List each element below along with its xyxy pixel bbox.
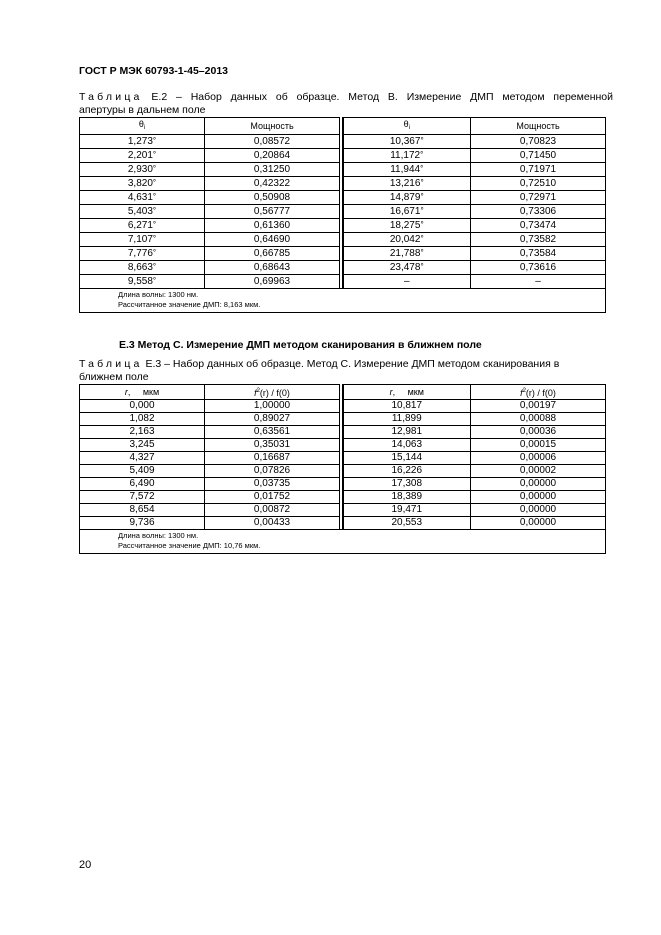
table2-cell <box>205 191 340 205</box>
table2-cell <box>471 191 606 205</box>
table2-cell <box>80 275 205 289</box>
table2-cell <box>205 261 340 275</box>
table3-cell <box>471 465 606 478</box>
degree-sign: ° <box>152 150 157 159</box>
table3-cell-value: 0,00000 <box>519 504 557 515</box>
r-symbol: r <box>389 387 393 397</box>
table2-row <box>80 233 606 247</box>
table2 <box>79 117 606 313</box>
f-superscript: 2 <box>522 388 526 394</box>
table3-cell-value: 6,490 <box>129 478 155 489</box>
degree-sign: ° <box>420 220 424 229</box>
degree-sign: ° <box>420 150 424 159</box>
section-title: Е.3 Метод С. Измерение ДМП методом сканирования в ближнем поле <box>119 339 482 351</box>
table3-cell-value: 0,00002 <box>519 465 557 476</box>
table3-cell-value: 8,654 <box>129 504 155 515</box>
table3-cell-value: 0,00015 <box>519 439 557 450</box>
table3-cell-value: 12,981 <box>391 426 423 437</box>
table2-cell-value: 16,671 <box>389 206 421 217</box>
table2-cell-value: 0,73474 <box>519 219 557 231</box>
document-header: ГОСТ Р МЭК 60793-1-45–2013 <box>79 65 229 77</box>
table2-cell <box>205 247 340 261</box>
table3-cell-value: 0,00036 <box>519 426 557 437</box>
table2-cell <box>80 261 205 275</box>
degree-sign: ° <box>152 276 157 285</box>
table3-cell <box>80 504 205 517</box>
table2-cell <box>471 275 606 289</box>
table3-note-mfd: Рассчитанное значение ДМП: 10,76 мкм. <box>118 541 261 550</box>
table3-caption-word: Таблица <box>79 358 143 370</box>
table3-cell-value: 0,35031 <box>253 439 291 450</box>
table2-cell <box>205 219 340 233</box>
degree-sign: ° <box>152 262 157 271</box>
table3-cell <box>80 413 205 426</box>
table2-cell-value: 0,71971 <box>519 163 557 175</box>
degree-sign: ° <box>420 262 424 271</box>
table3-cell <box>471 452 606 465</box>
theta-subscript: i <box>408 125 410 131</box>
degree-sign: ° <box>420 136 424 145</box>
f-superscript: 2 <box>256 388 260 394</box>
table3-cell-value: 1,00000 <box>253 400 291 411</box>
table3-cell <box>471 517 606 530</box>
table3-cell <box>343 426 471 439</box>
table3-notes-row <box>80 530 606 554</box>
table2-cell-value: 11,172 <box>390 150 421 161</box>
table2-cell-value: 4,631 <box>127 192 153 203</box>
table2-col-theta-2 <box>343 118 471 135</box>
table2-cell-value: 0,66785 <box>253 247 291 259</box>
table2-cell <box>471 149 606 163</box>
table2-cell <box>205 149 340 163</box>
table3-row <box>80 400 606 413</box>
table2-cell <box>80 205 205 219</box>
table2-cell <box>80 177 205 191</box>
degree-sign: ° <box>420 178 424 187</box>
table2-cell-value: 0,70823 <box>519 135 557 147</box>
table2-cell-value: 0,64690 <box>253 233 291 245</box>
table2-cell-value: 9,558 <box>127 276 153 287</box>
table2-row <box>80 177 606 191</box>
table3-caption-line2: ближнем поле <box>79 371 149 383</box>
table3-cell <box>343 478 471 491</box>
table3-cell <box>205 478 340 491</box>
table3-cell-value: 10,817 <box>391 400 423 411</box>
table3-cell <box>471 439 606 452</box>
table2-cell-value: 14,879 <box>389 192 421 203</box>
table3-cell <box>205 439 340 452</box>
table3-header-row <box>80 385 606 400</box>
table2-cell <box>471 205 606 219</box>
table2-cell <box>80 247 205 261</box>
table3-cell <box>343 413 471 426</box>
table3-cell <box>343 452 471 465</box>
table2-row <box>80 163 606 177</box>
table3-cell <box>343 517 471 530</box>
table3-cell <box>343 465 471 478</box>
table2-cell-value: 21,788 <box>389 248 421 259</box>
table2-cell-value: 0,61360 <box>253 219 291 231</box>
table3-cell <box>343 491 471 504</box>
table3-row <box>80 439 606 452</box>
table3-cell-value: 2,163 <box>129 426 155 437</box>
table3-cell-value: 0,00872 <box>253 504 291 515</box>
degree-sign: ° <box>152 248 157 257</box>
table3-cell <box>80 478 205 491</box>
table2-header-row <box>80 118 606 135</box>
table2-row <box>80 275 606 289</box>
table3-cell-value: 0,63561 <box>253 426 291 437</box>
table3-cell-value: 11,899 <box>391 413 422 424</box>
table2-cell <box>471 233 606 247</box>
table2-row <box>80 149 606 163</box>
table2-cell <box>343 247 471 261</box>
table2-cell <box>205 233 340 247</box>
table2-cell-value: 10,367 <box>389 136 421 147</box>
table2-caption-line1 <box>79 91 613 104</box>
theta-symbol: θ <box>403 119 409 129</box>
table3-col-f-2 <box>471 385 606 400</box>
table3-cell-value: 0,16687 <box>253 452 291 463</box>
table3-cell <box>205 400 340 413</box>
table3-cell-value: 0,00433 <box>253 517 291 528</box>
table3-row <box>80 426 606 439</box>
table3-cell-value: 0,00088 <box>519 413 557 424</box>
table3-cell-value: 4,327 <box>129 452 155 463</box>
table3-cell <box>80 491 205 504</box>
table2-caption-word: Таблица <box>79 91 143 103</box>
table3-cell <box>80 452 205 465</box>
table3-cell <box>205 426 340 439</box>
table2-cell <box>205 275 340 289</box>
table3 <box>79 384 606 554</box>
table2-cell-value: 0,68643 <box>253 261 291 273</box>
table2-cell-value: 5,403 <box>127 206 153 217</box>
table2-cell <box>343 205 471 219</box>
table2-cell <box>343 149 471 163</box>
table3-cell-value: 15,144 <box>391 452 423 463</box>
table2-cell-value: 20,042 <box>389 234 421 245</box>
table3-cell <box>343 504 471 517</box>
table2-cell-value: – <box>535 275 541 287</box>
table3-cell-value: 18,389 <box>391 491 423 502</box>
table3-cell <box>471 478 606 491</box>
table2-cell-value: 8,663 <box>127 262 153 273</box>
table2-cell-value: 0,08572 <box>253 135 291 147</box>
table2-cell-value: 0,72971 <box>519 191 557 203</box>
degree-sign: ° <box>420 206 424 215</box>
table3-cell-value: 0,03735 <box>253 478 291 489</box>
table2-cell <box>80 135 205 149</box>
table3-caption <box>79 358 613 384</box>
table2-cell-value: 13,216 <box>389 178 421 189</box>
table2-row <box>80 261 606 275</box>
table2-cell-value: 0,20864 <box>253 149 291 161</box>
table2-cell <box>343 135 471 149</box>
table3-cell <box>471 413 606 426</box>
table3-cell <box>205 517 340 530</box>
table2-cell-value: 2,930 <box>127 164 153 175</box>
table3-cell <box>205 413 340 426</box>
table3-cell <box>471 426 606 439</box>
table2-cell-value: 7,107 <box>127 234 153 245</box>
table2-cell-value: 0,42322 <box>253 177 291 189</box>
table3-cell <box>80 400 205 413</box>
table3-cell-value: 20,553 <box>391 517 423 528</box>
table3-cell <box>80 426 205 439</box>
table3-caption-text: Е.3 – Набор данных об образце. Метод С. Измерение ДМП методом сканирования в <box>142 358 560 370</box>
table3-cell-value: 0,00197 <box>519 400 557 411</box>
table3-cell-value: 14,063 <box>391 439 423 450</box>
table3-row <box>80 504 606 517</box>
table3-cell <box>205 504 340 517</box>
table3-cell-value: 7,572 <box>129 491 155 502</box>
table3-cell <box>80 517 205 530</box>
table3-cell-value: 0,000 <box>129 400 155 411</box>
table2-cell <box>205 135 340 149</box>
table2-cell <box>205 205 340 219</box>
table2-cell-value: 0,71450 <box>519 149 557 161</box>
table3-col-r <box>80 385 205 400</box>
table2-cell <box>343 219 471 233</box>
table3-cell-value: 1,082 <box>129 413 155 424</box>
table2-cell <box>343 191 471 205</box>
degree-sign: ° <box>152 234 157 243</box>
table2-cell-value: 23,478 <box>389 262 421 273</box>
table3-cell-value: 0,00000 <box>519 478 557 489</box>
table3-cell-value: 0,00006 <box>519 452 557 463</box>
table2-cell-value: 1,273 <box>127 136 153 147</box>
table3-cell <box>471 504 606 517</box>
table3-cell <box>205 465 340 478</box>
r-symbol: r <box>124 387 128 397</box>
degree-sign: ° <box>420 234 424 243</box>
degree-sign: ° <box>152 192 157 201</box>
table3-col-r-2 <box>343 385 471 400</box>
table3-row <box>80 478 606 491</box>
degree-sign: ° <box>152 206 157 215</box>
table2-notes <box>80 289 606 313</box>
degree-sign: ° <box>420 248 424 257</box>
table2-cell <box>343 233 471 247</box>
r-unit: , мкм <box>392 387 424 397</box>
table3-cell <box>80 465 205 478</box>
table2-cell-value: 0,50908 <box>253 191 291 203</box>
f-symbol: f <box>520 388 523 398</box>
table2-cell-value: 0,73582 <box>519 233 557 245</box>
table2-col-power: Мощность <box>205 118 340 135</box>
degree-sign: ° <box>420 164 424 173</box>
table3-row <box>80 491 606 504</box>
table2-cell <box>343 261 471 275</box>
table2-cell-value: 11,944 <box>390 164 421 175</box>
table3-cell-value: 0,01752 <box>253 491 291 502</box>
degree-sign: ° <box>152 136 157 145</box>
table3-caption-line1 <box>79 358 613 371</box>
table3-cell <box>471 491 606 504</box>
table2-cell-value: 18,275 <box>389 220 421 231</box>
degree-sign: ° <box>152 164 157 173</box>
table2-cell-value: 0,56777 <box>253 205 291 217</box>
table3-cell <box>471 400 606 413</box>
table2-caption-line2: апертуры в дальнем поле <box>79 104 206 116</box>
table2-cell-value: 0,73616 <box>519 261 557 273</box>
table3-note-wavelength: Длина волны: 1300 нм. <box>118 531 199 540</box>
page-number: 20 <box>79 859 92 871</box>
table2-row <box>80 205 606 219</box>
table3-cell-value: 16,226 <box>391 465 423 476</box>
table3-cell-value: 0,89027 <box>253 413 291 424</box>
table3-row <box>80 452 606 465</box>
table2-cell <box>343 177 471 191</box>
table2-caption-text: Е.2 – Набор данных об образце. Метод В. Измерение ДМП методом переменной <box>142 91 613 103</box>
table2-cell <box>80 191 205 205</box>
table2-cell <box>343 163 471 177</box>
table2-cell <box>80 233 205 247</box>
table3-cell-value: 17,308 <box>391 478 423 489</box>
table2-row <box>80 247 606 261</box>
table2-cell <box>471 261 606 275</box>
table2-cell-value: 7,776 <box>127 248 153 259</box>
table2-cell <box>80 149 205 163</box>
table3-row <box>80 517 606 530</box>
degree-sign: ° <box>152 178 157 187</box>
table2-cell-value: 0,69963 <box>253 275 291 287</box>
table2-cell-value: 3,820 <box>127 178 153 189</box>
table2-cell-value: – <box>403 275 410 287</box>
table3-cell-value: 0,00000 <box>519 491 557 502</box>
table2-col-power-2: Мощность <box>471 118 606 135</box>
theta-symbol: θ <box>138 119 144 129</box>
table2-cell <box>471 163 606 177</box>
table3-cell <box>205 452 340 465</box>
table2-note-mfd: Рассчитанное значение ДМП: 8,163 мкм. <box>118 300 261 309</box>
table3-cell-value: 19,471 <box>391 504 423 515</box>
r-unit: , мкм <box>127 387 160 397</box>
table2-cell <box>205 163 340 177</box>
table2-cell-value: 0,72510 <box>519 177 557 189</box>
table2-row <box>80 135 606 149</box>
table2-notes-row <box>80 289 606 313</box>
table2-cell <box>80 219 205 233</box>
table3-row <box>80 413 606 426</box>
theta-subscript: i <box>143 125 146 131</box>
table2-cell <box>471 247 606 261</box>
f-rest: (r) / f(0) <box>259 388 290 398</box>
table3-notes <box>80 530 606 554</box>
table3-cell <box>205 491 340 504</box>
table3-cell-value: 0,00000 <box>519 517 557 528</box>
table3-row <box>80 465 606 478</box>
table2-row <box>80 191 606 205</box>
table3-col-f <box>205 385 340 400</box>
table2-cell-value: 0,73306 <box>519 205 557 217</box>
table2-cell <box>343 275 471 289</box>
table2-cell <box>80 163 205 177</box>
f-symbol: f <box>254 388 257 398</box>
table2-row <box>80 219 606 233</box>
table3-cell-value: 5,409 <box>129 465 155 476</box>
table2-cell-value: 0,73584 <box>519 247 557 259</box>
table3-cell-value: 9,736 <box>129 517 155 528</box>
table2-cell <box>471 177 606 191</box>
degree-sign: ° <box>152 220 157 229</box>
table3-cell-value: 0,07826 <box>253 465 291 476</box>
table3-cell <box>343 400 471 413</box>
table3-cell <box>80 439 205 452</box>
table2-cell-value: 0,31250 <box>253 163 291 175</box>
table2-note-wavelength: Длина волны: 1300 нм. <box>118 290 199 299</box>
table2-cell <box>471 219 606 233</box>
table3-cell <box>343 439 471 452</box>
table2-cell <box>205 177 340 191</box>
f-rest: (r) / f(0) <box>525 388 556 398</box>
table2-col-theta <box>80 118 205 135</box>
table2-cell-value: 6,271 <box>127 220 153 231</box>
degree-sign: ° <box>420 192 424 201</box>
table2-cell <box>471 135 606 149</box>
table2-caption <box>79 91 613 117</box>
table3-cell-value: 3,245 <box>129 439 155 450</box>
table2-cell-value: 2,201 <box>127 150 153 161</box>
